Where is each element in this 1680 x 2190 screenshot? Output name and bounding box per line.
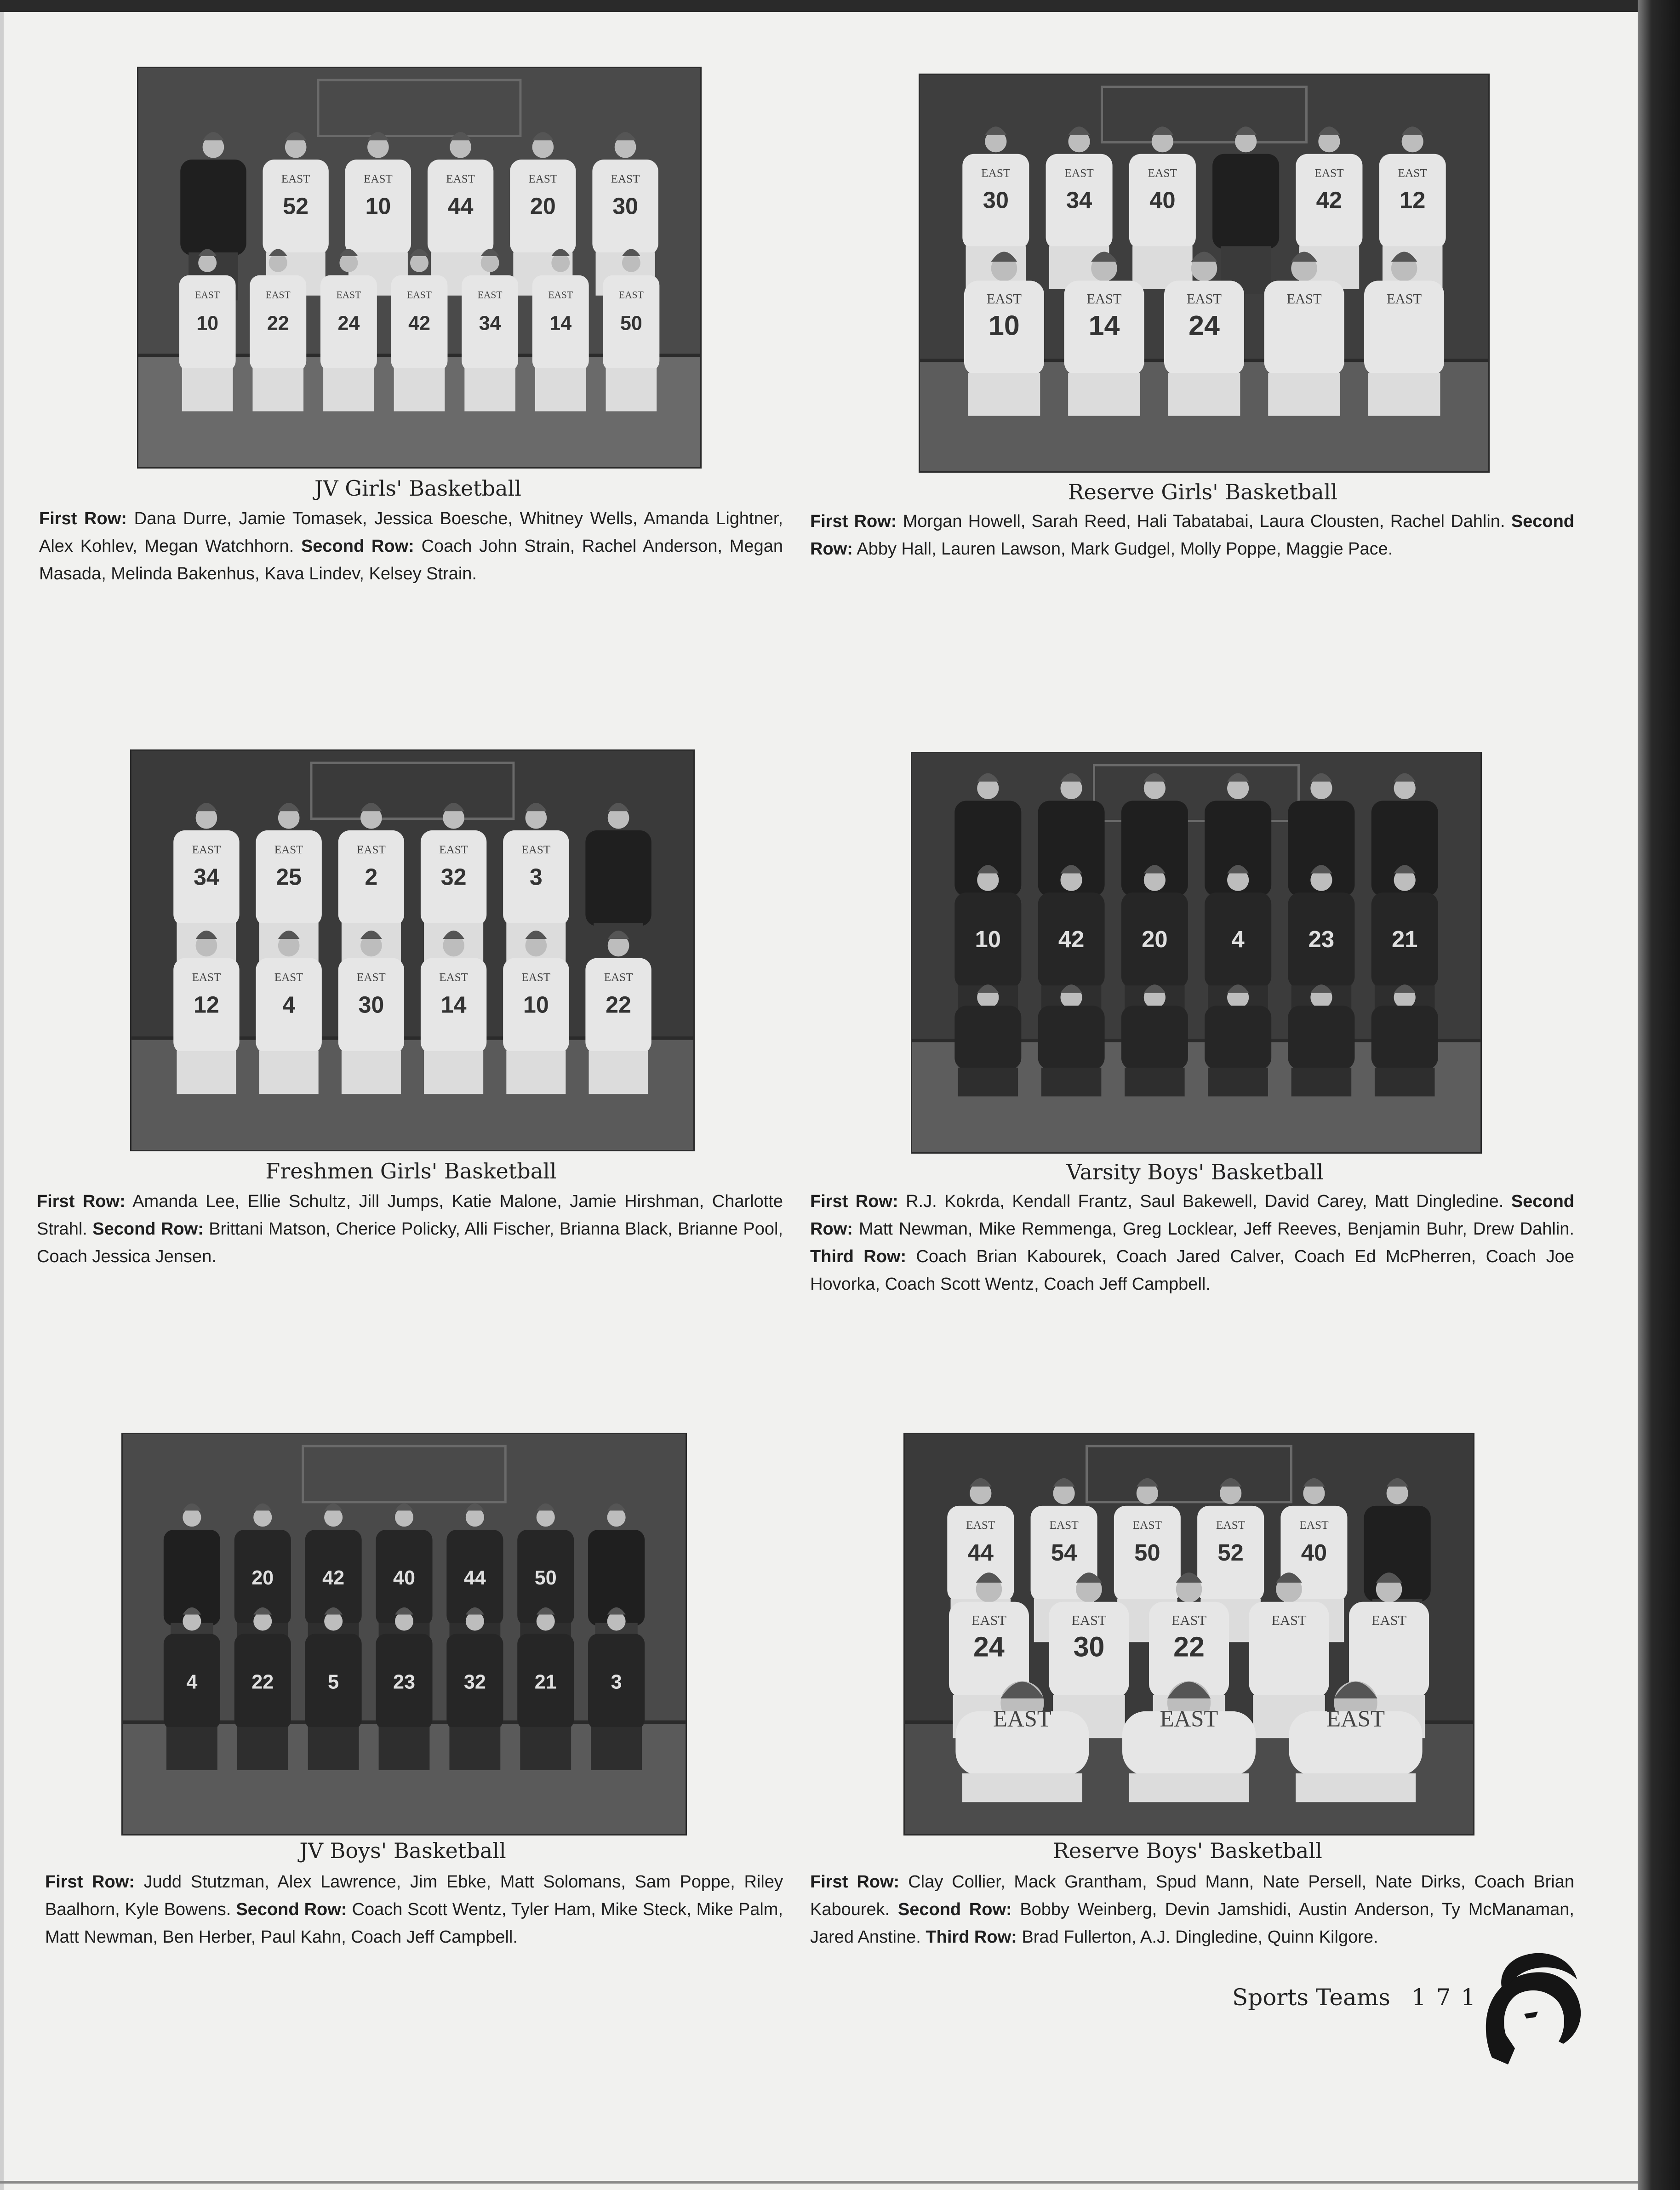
jersey-number: 50 [534,1567,557,1590]
jersey-number: 52 [1217,1539,1244,1566]
jersey-number: 52 [283,193,309,219]
jersey-number: 40 [393,1567,415,1590]
jersey-number: 4 [282,991,296,1018]
row-names: Judd Stutzman, Alex Lawrence, Jim Ebke, Matt Solomans, Sam Poppe, Riley Baalhorn, Kyle Bowens. [45,1872,783,1919]
jersey-number: 2 [365,863,378,890]
jersey-number: 21 [534,1671,557,1693]
row-label: First Row: [810,512,897,531]
row-label: Second Row: [92,1219,204,1239]
jersey-lettering: EAST [1171,1612,1207,1628]
row-names: Morgan Howell, Sarah Reed, Hali Tabatabai, Laura Clousten, Rachel Dahlin. [903,512,1505,531]
jersey-number: 3 [611,1671,622,1693]
jersey-number: 20 [251,1567,274,1590]
jersey-lettering: EAST [439,843,468,856]
jersey-lettering: EAST [357,843,386,856]
roster-caption [810,508,1574,563]
jersey-number: 10 [523,991,549,1018]
jersey-number: 22 [251,1671,274,1693]
jersey-lettering: EAST [1216,1518,1246,1532]
jersey-lettering: EAST [1160,1706,1218,1733]
jersey-number: 14 [549,312,572,335]
jersey-lettering: EAST [986,291,1022,307]
row-names: Amanda Lee, Ellie Schultz, Jill Jumps, Katie Malone, Jamie Hirshman, Charlotte Strahl. [37,1192,783,1239]
row-label: Third Row: [810,1247,907,1266]
jersey-number: 22 [267,312,289,335]
row-label: Second Row: [236,1900,347,1919]
jersey-lettering: EAST [1326,1706,1385,1733]
jersey-lettering: EAST [528,172,558,185]
jersey-number: 21 [1391,926,1418,952]
jersey-lettering: EAST [1271,1612,1307,1628]
row-names: Brittani Matson, Cherice Policky, Alli Fischer, Brianna Black, Brianne Pool, Coach Jessica Jensen. [37,1219,783,1266]
jersey-number: 12 [1399,187,1426,213]
jersey-lettering: EAST [993,1706,1051,1733]
jersey-lettering: EAST [971,1612,1006,1628]
row-names: Abby Hall, Lauren Lawson, Mark Gudgel, Molly Poppe, Maggie Pace. [857,539,1393,559]
row-label: Second Row: [301,537,414,556]
jersey-lettering: EAST [1148,166,1177,180]
jersey-lettering: EAST [604,971,633,984]
row-label: First Row: [810,1872,900,1892]
row-label: Second Row: [810,1192,1574,1239]
jersey-lettering: EAST [1398,166,1427,180]
jersey-number: 54 [1051,1539,1077,1566]
jersey-number: 24 [337,312,360,335]
page-left-edge [0,0,4,2190]
jersey-lettering: EAST [439,971,468,984]
jersey-number: 30 [1073,1631,1105,1663]
roster-caption [39,505,783,588]
jersey-number: 5 [328,1671,339,1693]
team-title: Reserve Girls' Basketball [1068,480,1338,504]
jersey-number: 4 [186,1671,198,1693]
scan-right-border [1638,0,1680,2190]
jersey-number: 34 [194,863,219,890]
varsity-boys-team-photo [911,752,1482,1154]
row-label: First Row: [39,509,127,528]
jersey-lettering: EAST [548,289,573,301]
jersey-number: 22 [606,991,631,1018]
jersey-lettering: EAST [407,289,432,301]
roster-caption [37,1188,783,1270]
jersey-number: 32 [440,863,467,890]
jersey-lettering: EAST [1299,1518,1329,1532]
jersey-lettering: EAST [1064,166,1094,180]
jersey-lettering: EAST [1387,291,1422,307]
jersey-number: 30 [358,991,384,1018]
scan-top-border [0,0,1680,12]
row-label: First Row: [45,1872,135,1892]
row-names: Brad Fullerton, A.J. Dingledine, Quinn Kilgore. [1022,1927,1378,1947]
jersey-number: 10 [365,193,391,219]
jersey-number: 4 [1231,926,1245,952]
jersey-number: 30 [612,193,638,219]
jersey-number: 44 [463,1567,486,1590]
jersey-lettering: EAST [192,843,221,856]
jersey-number: 25 [276,863,302,890]
scan-bottom-border [0,2181,1638,2184]
row-names: Coach John Strain, Rachel Anderson, Megan Masada, Melinda Bakenhus, Kava Lindev, Kelsey Strain. [39,537,783,583]
row-label: First Row: [37,1192,126,1211]
jersey-lettering: EAST [1286,291,1322,307]
jersey-number: 24 [1189,309,1220,341]
jersey-number: 44 [967,1539,994,1566]
row-names: Matt Newman, Mike Remmenga, Greg Locklear, Jeff Reeves, Benjamin Buhr, Drew Dahlin. [858,1219,1574,1239]
jersey-number: 44 [447,193,474,219]
jersey-lettering: EAST [357,971,386,984]
jersey-number: 40 [1149,187,1176,213]
jv-boys-team-photo [121,1433,687,1835]
jersey-lettering: EAST [1132,1518,1162,1532]
jersey-number: 34 [479,312,501,335]
jersey-lettering: EAST [192,971,221,984]
jersey-lettering: EAST [281,172,310,185]
section-name: Sports Teams [1232,1984,1390,2011]
row-label: Second Row: [897,1900,1012,1919]
jersey-number: 23 [1308,926,1335,952]
row-names: Bobby Weinberg, Devin Jamshidi, Austin Anderson, Ty McManaman, Jared Anstine. [810,1900,1574,1947]
jersey-number: 42 [322,1567,345,1590]
row-names: Dana Durre, Jamie Tomasek, Jessica Boesche, Whitney Wells, Amanda Lightner, Alex Kohlev, Megan Watchhorn. [39,509,783,556]
jersey-lettering: EAST [274,971,303,984]
jersey-lettering: EAST [611,172,640,185]
jersey-number: 42 [1058,926,1085,952]
roster-caption [45,1868,783,1951]
jersey-number: 14 [1088,309,1120,341]
reserve-boys-team-photo [903,1433,1474,1835]
jersey-lettering: EAST [336,289,361,301]
jersey-lettering: EAST [981,166,1011,180]
jersey-number: 10 [196,312,219,335]
jersey-lettering: EAST [521,843,551,856]
jersey-number: 42 [408,312,430,335]
jersey-lettering: EAST [1371,1612,1407,1628]
jersey-lettering: EAST [618,289,644,301]
jersey-number: 32 [463,1671,486,1693]
roster-caption [810,1868,1574,1951]
jersey-number: 50 [620,312,642,335]
jersey-number: 24 [973,1631,1005,1663]
jersey-number: 14 [440,991,467,1018]
jersey-lettering: EAST [1071,1612,1107,1628]
page-number: 171 [1411,1984,1486,2011]
team-title: JV Girls' Basketball [314,476,522,501]
jersey-lettering: EAST [521,971,551,984]
jersey-number: 30 [983,187,1009,213]
jv-girls-team-photo [137,67,702,469]
jersey-number: 50 [1134,1539,1160,1566]
jersey-number: 12 [194,991,219,1018]
jersey-lettering: EAST [364,172,393,185]
jersey-number: 40 [1301,1539,1327,1566]
jersey-lettering: EAST [1186,291,1222,307]
jersey-lettering: EAST [274,843,303,856]
jersey-number: 23 [393,1671,415,1693]
row-names: Coach Scott Wentz, Tyler Ham, Mike Steck, Mike Palm, Matt Newman, Ben Herber, Paul Kahn, Coach Jeff Campbell. [45,1900,783,1947]
jersey-number: 10 [975,926,1001,952]
row-names: Coach Brian Kabourek, Coach Jared Calver, Coach Ed McPherren, Coach Joe Hovorka, Coach Scott Wentz, Coach Jeff Campbell. [810,1247,1575,1294]
freshmen-girls-team-photo [130,749,695,1151]
jersey-number: 20 [530,193,556,219]
jersey-lettering: EAST [477,289,503,301]
jersey-lettering: EAST [1314,166,1344,180]
jersey-number: 10 [989,309,1020,341]
row-label: Second Row: [810,512,1574,559]
jersey-lettering: EAST [195,289,220,301]
team-title: JV Boys' Basketball [299,1838,506,1863]
roster-caption [810,1188,1574,1298]
jersey-lettering: EAST [966,1518,995,1532]
jersey-lettering: EAST [446,172,475,185]
team-title: Reserve Boys' Basketball [1053,1838,1322,1863]
team-title: Varsity Boys' Basketball [1066,1160,1324,1184]
row-names: R.J. Kokrda, Kendall Frantz, Saul Bakewell, David Carey, Matt Dingledine. [906,1192,1504,1211]
jersey-number: 20 [1142,926,1168,952]
spartan-helmet-logo [1460,1950,1584,2069]
team-title: Freshmen Girls' Basketball [265,1159,557,1184]
jersey-number: 34 [1066,187,1092,213]
row-label: First Row: [810,1192,898,1211]
jersey-lettering: EAST [1086,291,1122,307]
row-names: Clay Collier, Mack Grantham, Spud Mann, Nate Persell, Nate Dirks, Coach Brian Kabourek. [810,1872,1574,1919]
jersey-number: 22 [1173,1631,1205,1663]
jersey-number: 42 [1316,187,1343,213]
row-label: Third Row: [926,1927,1017,1947]
reserve-girls-team-photo [919,74,1490,473]
page-footer [1232,1984,1486,2011]
jersey-lettering: EAST [265,289,291,301]
jersey-number: 3 [529,863,543,890]
jersey-lettering: EAST [1049,1518,1079,1532]
